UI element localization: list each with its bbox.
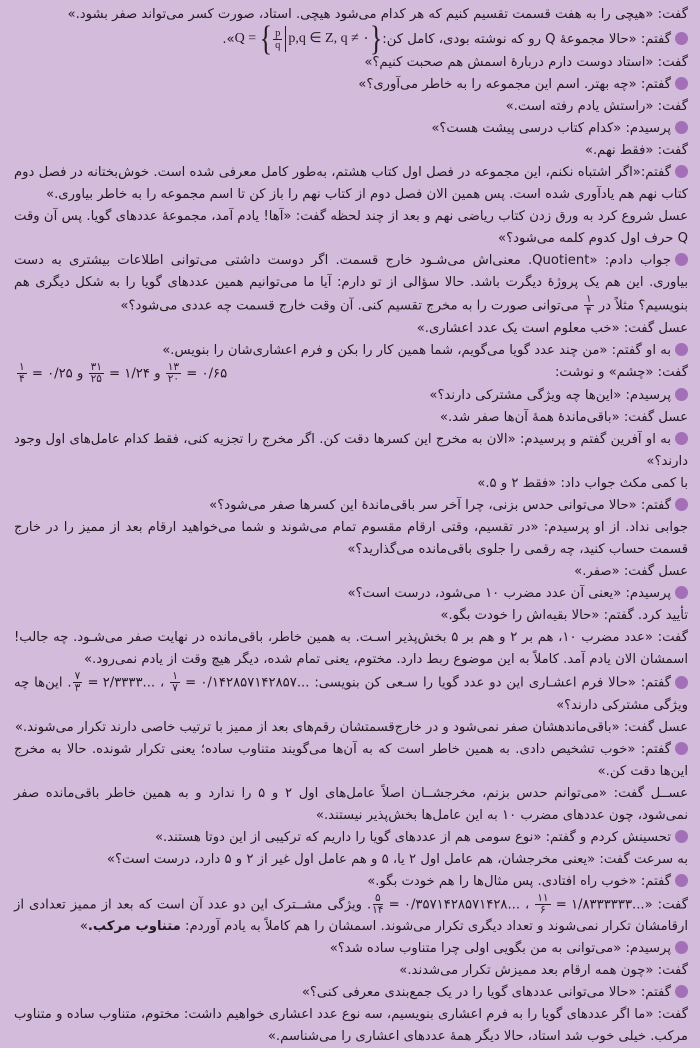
numerator: ۱۱ [537,891,549,904]
paragraph-9 [14,250,688,318]
bullet-icon [675,941,688,954]
paragraph-text: پرسیدم: «این‌ها چه ویژگی مشترکی دارند؟» [429,388,671,403]
paragraph-18 [14,517,688,561]
denominator: ۶ [540,903,546,916]
paragraph-13 [14,385,688,407]
mixed-example-0: $\frac{۱۱}{۶}$ = ۱/۸۳۳۳۳۳۳... [537,891,645,916]
bullet-icon [675,388,688,401]
paragraph-23: گفتم: «حالا فرم اعشـاری این دو عدد گویا را سـعی کن بنویسی: $\frac{۱}{۷}$ = ۰/۱۴۲۸۵۷۱۴۲۸۵۷... ، $\frac{۷}{۳}$ = ۲/۳۳۳۳.... این‌ها چه ویژگی مشترکی دارند؟» [14,670,688,713]
fraction [535,893,550,916]
paragraph-text: گفت: «عدد مضرب ۱۰، هم بر ۲ و هم بر ۵ بخش‌پذیر اسـت. به همین خاطر، باقی‌مانده در نهایت صفر می‌شـود. چه جالب! اسمشان الان یادم آمد. کاملاً به این موضوع ربط دارد. مختوم، یعنی تمام شده، دیگر هیچ وقت از یادم نمی‌رود.» [14,630,689,667]
bullet-icon [675,742,688,755]
paragraph-text: به سرعت گفت: «یعنی مخرجشان، هم عامل اول ۲ یا، ۵ و هم عامل اول غیر از ۲ و ۵ دارد، درست است؟» [106,851,688,867]
fraction [372,893,383,916]
paragraph-text: گفتم:«اگر اشتباه نکنم، این مجموعه در فصل اول کتاب هشتم، به‌طور کامل معرفی شده است. خوش‌بختانه در فصل دوم کتاب نهم هم یادآوری شده است. پس همین الان فصل دوم از کتاب نهم را باز کن تا اسم مجموعه را به خاطر بیاوری.» [14,165,688,202]
example-0: $\frac{۱۳}{۲۰}$ = ۰/۶۵ [167,360,228,385]
fraction [273,28,282,51]
paragraph-text: گفت: «راستش یادم رفته است.» [505,99,688,114]
bullet-icon [675,165,688,178]
numerator: ۱ [172,670,178,682]
bullet-icon [675,830,688,843]
denominator: ۱۴ [372,903,384,916]
paragraph-21 [14,605,688,627]
paragraph-text: گفتم: «حالا می‌توانی حدس بزنی، چرا آخر سر باقی‌ماندهٔ این کسرها صفر می‌شود؟» [209,498,671,513]
numerator: ۱ [585,293,592,305]
left-brace: { [259,18,273,58]
bullet-icon [675,874,688,887]
paragraph-text: جواب دادم: «Quotient. معنی‌اش می‌شـود خارج قسمت. اگر دوست داشتی می‌توانی اطلاعات بیشتری به دست بیاوری. این هم یک پروژهٔ دیگرت باشد. حالا سؤالی از تو دارم: آیا ما می‌توانیم همین عددهای گویا را به شکل دیگری هم بنویسیم؟ مثلاً در [14,253,688,314]
decimal-examples [14,362,227,386]
paragraph-32 [14,960,688,982]
set-condition: p,q ∈ Z, q ≠ ۰ [288,31,370,46]
paragraph-text: عســل گفت: «می‌توانم حدس بزنم، مخرجشــان اصلاً عامل‌های اول ۲ و ۵ را ندارد و به همین خاطر باقی‌مانده صفر نمی‌شود، چون عددهای مضرب ۱۰ به این عامل‌ها بخش‌پذیر نیستند.» [14,785,688,823]
decimal-value: ۱/۸۳۳۳۳۳۳... [570,897,645,912]
paragraph-text: گفت: «ما اگر عددهای گویا را به فرم اعشاری بنویسیم، سه نوع عدد اعشاری خواهیم داشت: مختوم، متناوب ساده و متناوب مرکب. خیلی خوب شد استاد، حالا دیگر همهٔ عددهای اعشاری را می‌شناسم.» [14,1007,688,1044]
fraction [170,671,180,694]
paragraph-text: گفت: «استاد دوست دارم دربارهٔ اسمش هم صحبت کنیم؟» [364,55,688,70]
paragraph-31 [14,938,688,960]
denominator: ۳ [74,682,81,694]
paragraph-34 [14,1004,688,1048]
bullet-icon [675,586,688,599]
paragraph-11 [14,340,688,362]
paragraph-text: گفت: « [644,897,688,912]
paragraph-20 [14,583,688,605]
conjunction: و [154,366,161,381]
paragraph-text: گفتم: «حالا می‌توانی عددهای گویا را در یک جمع‌بندی معرفی کنی؟» [301,985,671,1000]
repeating-example-1: $\frac{۷}{۳}$ = ۲/۳۳۳۳... [74,670,156,694]
bullet-icon [675,498,688,511]
mixed-example-1: $\frac{۵}{۱۴}$ = ۰/۳۵۷۱۴۲۸۵۷۱۴۲۸... [372,891,521,916]
paragraph-16 [14,473,688,495]
paragraph-15 [14,429,688,473]
bullet-icon [675,343,688,356]
repeating-example-0: $\frac{۱}{۷}$ = ۰/۱۴۲۸۵۷۱۴۲۸۵۷... [172,670,310,694]
paragraph-text: گفت: «چون همه ارقام بعد ممیزش تکرار می‌شدند.» [399,963,688,978]
decimal-value: ۰/۳۵۷۱۴۲۸۵۷۱۴۲۸... [403,897,521,912]
decimal-value: ۰/۲۵ [47,366,73,381]
paragraph-text: گفتم: «خوب راه افتادی. پس مثال‌ها را هم خودت بگو.» [367,873,671,889]
paragraph-17 [14,495,688,517]
paragraph-33 [14,982,688,1004]
set-bar [285,26,286,52]
formula-lhs: Q = [234,31,257,46]
paragraph-text: جوابی نداد. از او پرسیدم: «در تقسیم، وقتی ارقام مقسوم تمام می‌شوند و شما می‌خواهید ارقام بعد از ممیز را در خارج قسمت حساب کنید، چه رقمی را جلوی باقی‌مانده می‌گذارید؟» [14,520,688,557]
paragraph-24 [14,717,688,739]
paragraph-8 [14,206,688,250]
paragraph-22 [14,627,688,671]
decimal-value: ۰/۶۵ [201,366,228,381]
paragraph-text: عسل شروع کرد به ورق زدن کتاب ریاضی نهم و بعد از چند لحظه گفت: «آها! یادم آمد، مجموعهٔ عددهای گویا. پس آن وقت Q حرف اول کدوم کلمه می‌شود؟» [14,209,688,246]
conjunction: و [76,366,84,381]
paragraph-tail: . ویژگی مشــترک این دو عدد آن است که بعد از ممیز تعدادی از ارقامشان تکرار نمی‌شوند و تعداد دیگری تکرار می‌شوند. اسمشان را هم کاملاً به یادم آوردم: [14,897,688,934]
bullet-icon [675,32,688,45]
denominator: ۴ [19,372,25,385]
paragraph-14 [14,407,688,429]
fraction [73,671,83,694]
decimal-value: ۱/۲۴ [124,366,150,381]
paragraph-text: عسل گفت: «صفر.» [574,564,688,579]
paragraph-4 [14,96,688,118]
numerator: ۱۳ [167,360,180,373]
paragraph-text: عسل گفت: «باقی‌ماندهٔ همهٔ آن‌ها صفر شد.» [439,410,688,425]
numerator: ۷ [74,670,81,682]
paragraph-27 [14,827,688,849]
paragraph-text: گفتم: «چه بهتر. اسم این مجموعه را به خاطر می‌آوری؟» [358,77,671,92]
paragraph-text: پرسیدم: «می‌توانی به من بگویی اولی چرا متناوب ساده شد؟» [329,941,671,956]
numerator: ۳۱ [90,360,102,373]
paragraph-tail: . این‌ها چه ویژگی مشترکی دارند؟» [14,675,688,713]
paragraph-12 [14,362,688,386]
paragraph-text: پرسیدم: «کدام کتاب درسی پیشت هست؟» [431,121,671,136]
paragraph-7 [14,162,688,206]
paragraph-text: گفتم: «خوب تشخیص دادی. به همین خاطر است که به آن‌ها می‌گویند متناوب ساده؛ یعنی تکرار شونده. حالا به مخرج این‌ها دقت کن.» [14,741,688,779]
paragraph-tail: می‌توانی صورت را به مخرج تقسیم کنی. آن وقت خارج قسمت چه عددی می‌شود؟» [120,298,579,314]
denominator: ۲۰ [167,372,180,385]
bullet-icon [675,253,688,266]
closing-quote: » [79,919,88,934]
paragraph-6 [14,140,688,162]
paragraph-text: عسل گفت: «خب معلوم است یک عدد اعشاری.» [416,320,688,336]
decimal-value: ۲/۳۳۳۳... [102,675,156,691]
paragraph-text: عسل گفت: «باقی‌ماندهشان صفر نمی‌شود و در خارج‌قسمتشان رقم‌های بعد از ممیز با ترتیب خاصی دارند تکرار می‌شوند.» [14,719,688,735]
paragraph-text: تأیید کرد. گفتم: «حالا بقیه‌اش را خودت بگو.» [440,608,688,623]
paragraph-text: گفتم: «حالا مجموعهٔ Q رو که نوشته بودی، کامل کن: [382,32,671,47]
numerator: p [275,27,281,39]
paragraph-5 [14,118,688,140]
bullet-icon [675,121,688,134]
paragraph-text: گفتم: «حالا فرم اعشـاری این دو عدد گویا را سـعی کن بنویسی: [314,675,671,691]
rational-set-formula [234,18,383,58]
bullet-icon [675,432,688,445]
paragraph-29 [14,871,688,893]
fraction [17,362,27,385]
paragraph-text: گفت: «هیچی را به هفت قسمت تقسیم کنیم که هر کدام می‌شود هیچی. استاد، صورت کسر می‌تواند صفر بشود.» [67,7,688,22]
paragraph-19 [14,561,688,583]
paragraph-0 [14,4,688,26]
paragraph-30: گفت: « $\frac{۱۱}{۶}$ = ۱/۸۳۳۳۳۳۳... ، $\frac{۵}{۱۴}$ = ۰/۳۵۷۱۴۲۸۵۷۱۴۲۸.... ویژگی مشــترک این دو عدد آن است که بعد از ممیز تعدادی از ارقامشان تکرار نمی‌شوند و تعداد دیگری تکرار می‌شوند. اسمشان را هم کاملاً به یادم آوردم: متناوب مرکب.» [14,891,688,934]
paragraph-tail: ». [222,32,235,47]
fraction [89,362,104,385]
bullet-icon [675,676,688,689]
paragraph-26 [14,783,688,827]
paragraph-text: به او آفرین گفتم و پرسیدم: «الان به مخرج این کسرها دقت کن. اگر مخرج را تجزیه کنی، فقط کدام عامل‌های اول وجود دارند؟» [14,432,688,469]
denominator: ۴ [585,305,592,317]
denominator: q [275,39,281,51]
fraction [166,362,181,385]
denominator: ۲۵ [90,372,102,385]
numerator: ۵ [374,891,381,904]
example-2: $\frac{۱}{۴}$ = ۰/۲۵ [19,360,73,385]
paragraph-28 [14,849,688,871]
bullet-icon [675,77,688,90]
decimal-value: ۰/۱۴۲۸۵۷۱۴۲۸۵۷... [200,675,310,691]
paragraph-25 [14,739,688,783]
paragraph-2 [14,52,688,74]
denominator: ۷ [172,682,178,694]
bold-term: متناوب مرکب. [87,919,181,934]
numerator: ۱ [19,360,25,373]
paragraph-text: پرسیدم: «یعنی آن عدد مضرب ۱۰ می‌شود، درست است؟» [347,586,671,601]
paragraph-text: با کمی مکث جواب داد: «فقط ۲ و ۵.» [477,476,688,491]
right-brace: } [369,18,383,58]
paragraph-1 [14,18,688,58]
fraction-one-quarter [584,294,594,317]
paragraph-text: تحسینش کردم و گفتم: «نوع سومی هم از عددهای گویا را داریم که ترکیبی از این دوتا هستند.» [154,829,671,845]
example-1: $\frac{۳۱}{۲۵}$ = ۱/۲۴ [90,360,150,385]
paragraph-10 [14,318,688,340]
paragraph-text: گفت: «چشم» و نوشت: [554,364,688,380]
paragraph-text: به او گفتم: «من چند عدد گویا می‌گویم، شما همین کار را بکن و فرم اعشاری‌شان را بنویس.» [162,342,671,358]
paragraph-text: گفت: «فقط نهم.» [584,143,688,158]
bullet-icon [675,985,688,998]
paragraph-3 [14,74,688,96]
